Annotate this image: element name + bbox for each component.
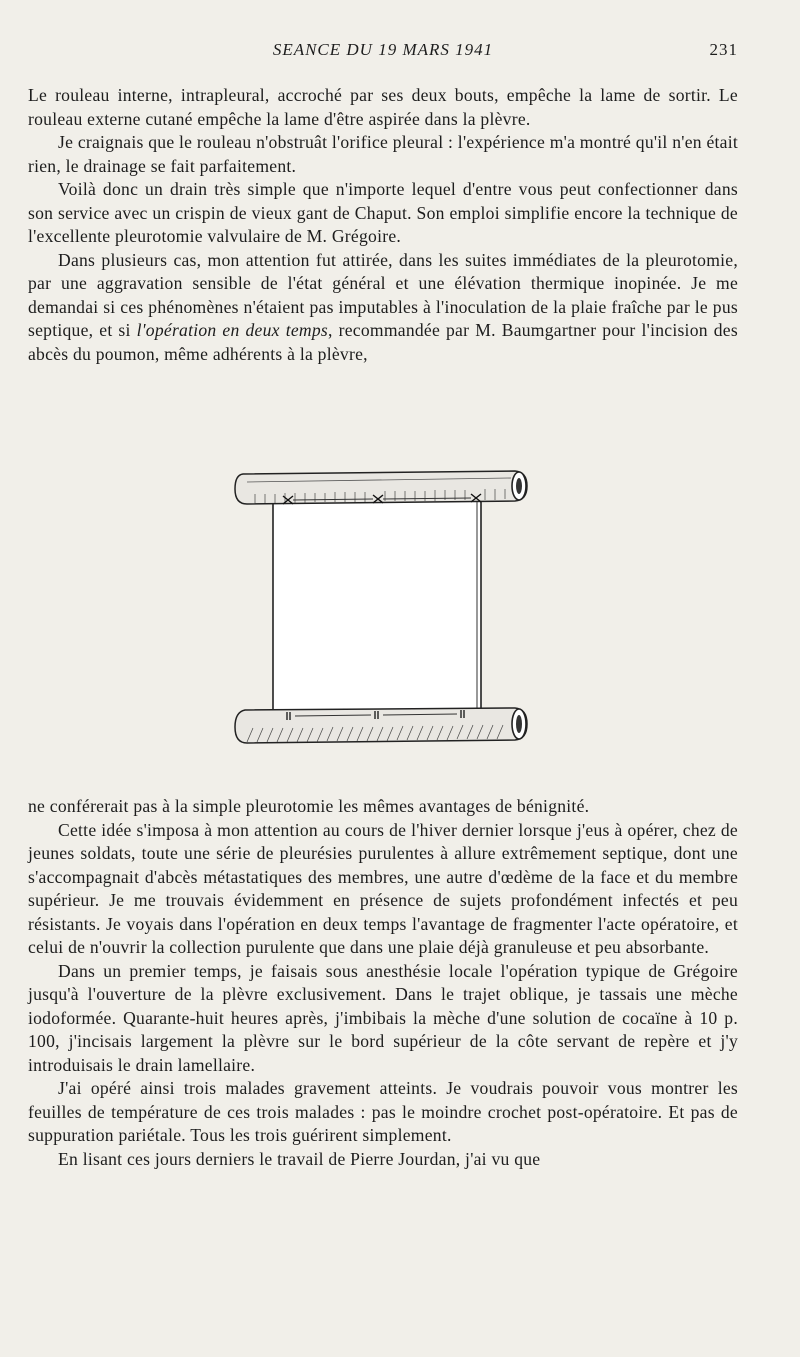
page-number: 231 [709,40,738,59]
paragraph: J'ai opéré ainsi trois malades gravement atteints. Je voudrais pouvoir vous montrer les feuilles de température de ces trois malades : pas le moindre crochet post-opératoire. Et pas de suppuration pariétale. Tous les trois guérirent simplement. [28,1078,738,1145]
running-header [28,40,738,64]
paragraph: Le rouleau interne, intrapleural, accroché par ses deux bouts, empêche la lame de sortir. Le rouleau externe cutané empêche la lame d'être aspirée dans la plèvre. [28,85,738,129]
bottom-roll-opening [516,715,522,733]
text-block-bottom [28,795,738,1171]
drain-drawing [225,462,535,752]
paragraph: En lisant ces jours derniers le travail de Pierre Jourdan, j'ai vu que [58,1148,541,1169]
paragraph: Cette idée s'imposa à mon attention au cours de l'hiver dernier lorsque j'eus à opérer, chez de jeunes soldats, toute une série de pleurésies purulentes à allure extrêmement septique, dont une s'accompagnait d'abcès métastatiques des membres, une autre d'œdème de la face et du membre supérieur. Je me trouvais évidemment en présence de sujets profondément infectés et peu résistants. Je voyais dans l'opération en deux temps l'avantage de fragmenter l'acte opératoire, et celui de n'ouvrir la collection purulente que dans une plaie déjà granuleuse et peu absorbante. [28,819,738,957]
top-roll [235,471,527,504]
drain-illustration [225,462,535,752]
paragraph: Je craignais que le rouleau n'obstruât l'orifice pleural : l'expérience m'a montré qu'il n'en était rien, le drainage se fait parfaitement. [28,132,738,176]
paragraph: ne conférerait pas à la simple pleurotomie les mêmes avantages de bénignité. [28,796,590,816]
text-block-top [28,84,738,366]
header-title: SEANCE DU 19 MARS 1941 [272,40,494,59]
top-roll-opening [516,478,522,494]
paragraph-text: , recommandée par M. Baumgartner pour l'incision des abcès du poumon, même adhérents à la plèvre, [28,320,738,364]
paragraph [28,249,738,367]
paragraph: Voilà donc un drain très simple que n'importe lequel d'entre vous peut confectionner dans son service avec un crispin de vieux gant de Chaput. Son emploi simplifie encore la technique de l'excellente pleurotomie valvulaire de M. Grégoire. [28,179,738,246]
paragraph: Dans un premier temps, je faisais sous anesthésie locale l'opération typique de Grégoire jusqu'à l'ouverture de la plèvre exclusivement. Dans le trajet oblique, je tassais une mèche iodoformée. Quarante-huit heures après, j'imbibais la mèche d'une solution de cocaïne à 10 p. 100, j'incisais largement la plèvre sur le bord supérieur de la côte servant de repère et j'y introduisais le drain lamellaire. [28,960,738,1075]
paragraph-text: Dans plusieurs cas, mon attention fut attirée, dans les suites immédiates de la pleurotomie, par une aggravation sensible de l'état général et une élévation thermique inopinée. Je me demandai si ces phénomènes n'étaient pas imputables à l'inoculation de la plaie fraîche par le pus septique, et si [28,249,738,340]
italic-phrase: l'opération en deux temps [136,320,328,340]
rubber-sheet [273,496,481,714]
